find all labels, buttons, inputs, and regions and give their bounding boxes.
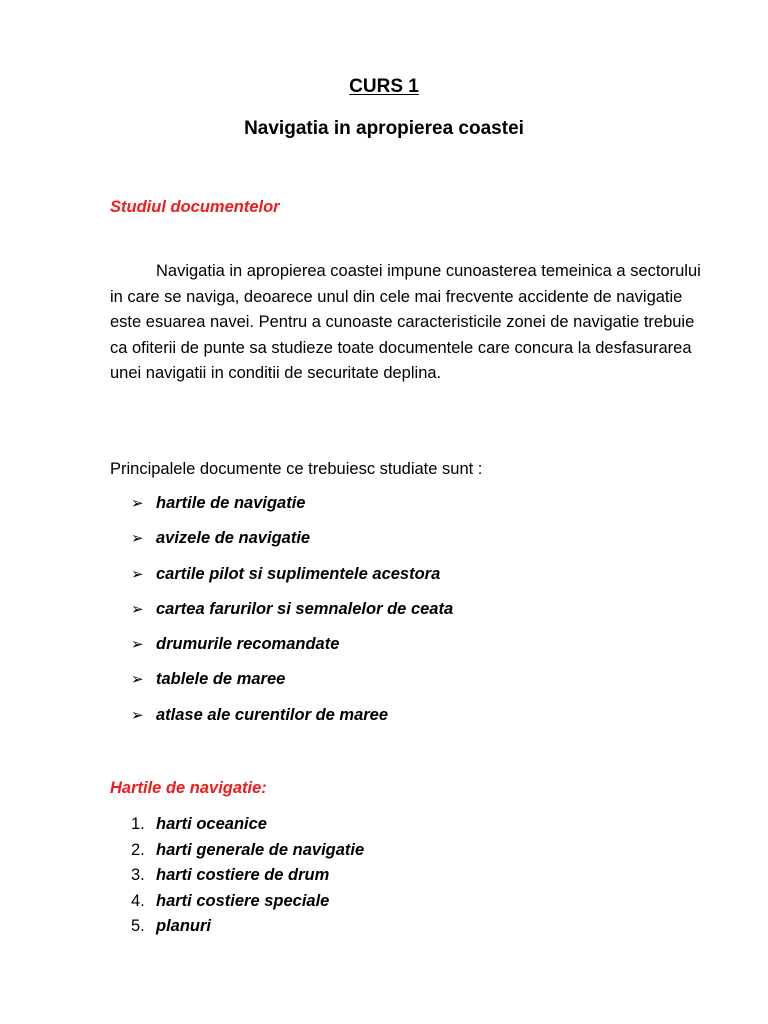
list-item	[131, 812, 364, 838]
arrow-bullet-icon: ➢	[131, 705, 144, 724]
documents-bullet-list	[131, 491, 453, 738]
list-item-number: 2.	[131, 840, 145, 859]
list-item	[131, 889, 364, 915]
document-title: CURS 1	[349, 76, 419, 97]
section-heading-hartile-de-navigatie: Hartile de navigatie:	[110, 779, 267, 797]
list-item-number: 4.	[131, 891, 145, 910]
list-item-text: cartile pilot si suplimentele acestora	[156, 564, 441, 583]
list-item-text: drumurile recomandate	[156, 635, 340, 654]
list-item	[131, 562, 453, 597]
charts-numbered-list	[131, 812, 364, 940]
list-item	[131, 597, 453, 632]
arrow-bullet-icon: ➢	[131, 494, 144, 512]
arrow-bullet-icon: ➢	[131, 635, 144, 654]
list-item-text: harti oceanice	[156, 815, 267, 833]
list-item	[131, 838, 364, 864]
list-item	[131, 491, 453, 526]
list-item-text: planuri	[156, 917, 212, 935]
list-item	[131, 632, 453, 667]
arrow-bullet-icon: ➢	[131, 529, 144, 548]
list-item-text: atlase ale curentilor de maree	[156, 705, 389, 724]
list-item-number: 3.	[131, 866, 145, 884]
list-item	[131, 703, 453, 738]
list-item-number: 5.	[131, 917, 145, 935]
list-item-text: tablele de maree	[156, 670, 286, 689]
list-item-text: hartile de navigatie	[156, 494, 306, 512]
documents-lead-text: Principalele documente ce trebuiesc studiate sunt :	[110, 460, 483, 478]
list-item-text: harti costiere speciale	[156, 891, 330, 910]
list-item-number: 1.	[131, 815, 145, 833]
section-heading-studiul-documentelor: Studiul documentelor	[110, 198, 280, 216]
arrow-bullet-icon: ➢	[131, 599, 144, 618]
arrow-bullet-icon: ➢	[131, 670, 144, 689]
intro-paragraph: Navigatia in apropierea coastei impune cunoasterea temeinica a sectorului in care se naviga, deoarece unul din cele mai frecvente accidente de navigatie este esuarea navei. Pentru a cunoaste caracteristicile zonei de navigatie trebuie ca ofiterii de punte sa studieze toate documentele care concura la desfasurarea unei navigatii in conditii de securitate deplina.	[110, 262, 701, 382]
list-item-text: cartea farurilor si semnalelor de ceata	[156, 599, 454, 618]
list-item-text: harti generale de navigatie	[156, 840, 365, 859]
arrow-bullet-icon: ➢	[131, 564, 144, 583]
list-item-text: avizele de navigatie	[156, 529, 311, 548]
list-item-text: harti costiere de drum	[156, 866, 330, 884]
list-item	[131, 914, 364, 940]
list-item	[131, 526, 453, 561]
list-item	[131, 863, 364, 889]
document-subtitle: Navigatia in apropierea coastei	[244, 118, 524, 139]
list-item	[131, 667, 453, 702]
